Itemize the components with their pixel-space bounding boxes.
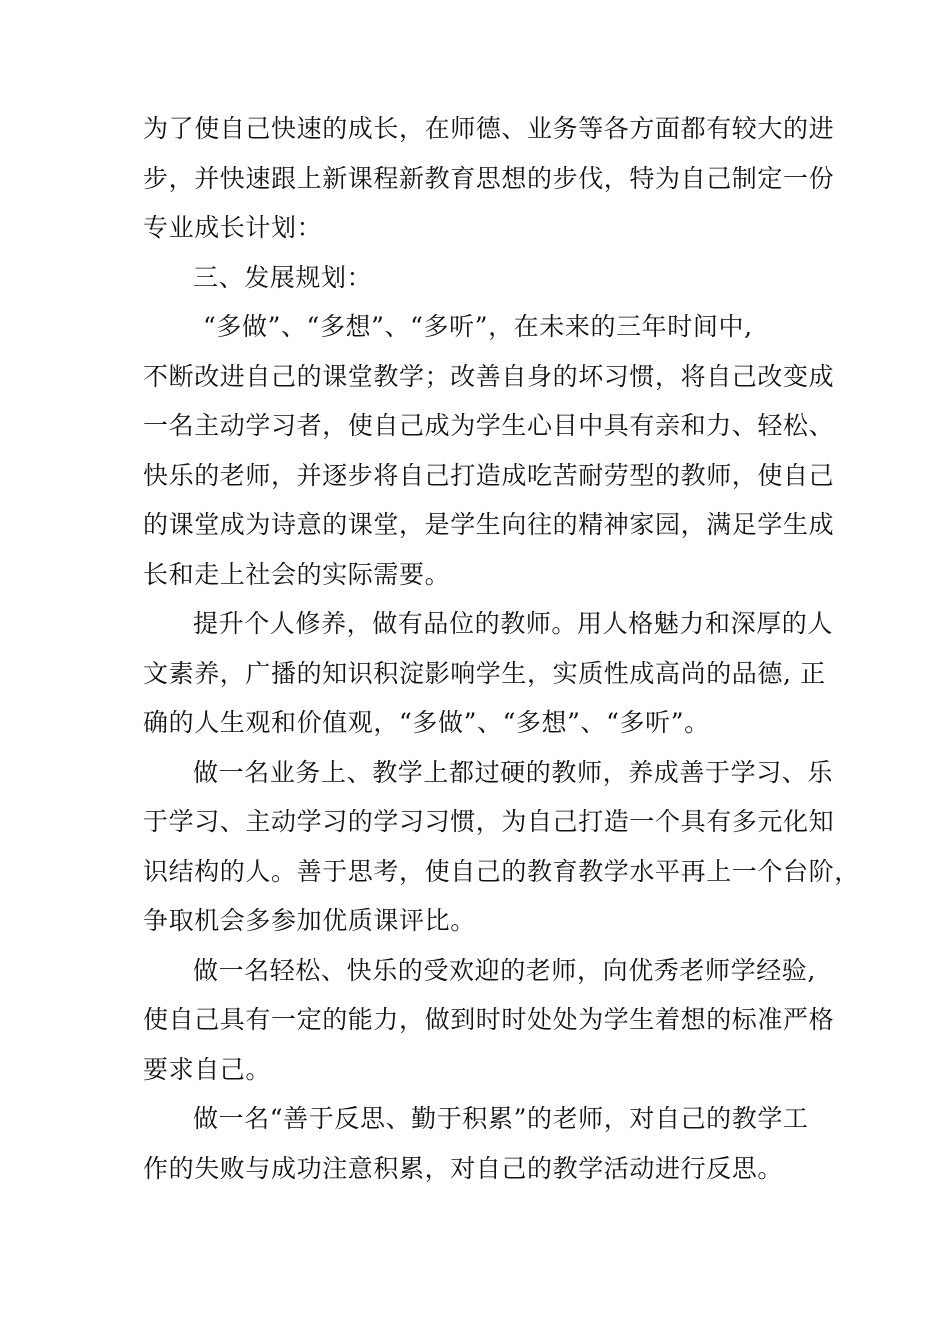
- text-line: 识结构的人。善于思考，使自己的教育教学水平再上一个台阶，: [143, 856, 860, 886]
- text-line: 做一名业务上、教学上都过硬的教师，养成善于学习、乐: [193, 757, 834, 787]
- text-line: 于学习、主动学习的学习习惯，为自己打造一个具有多元化知: [143, 807, 835, 836]
- text-line: “多做”、“多想”、“多听”，在未来的三年时间中,: [203, 312, 753, 341]
- text-line: 步，并快速跟上新课程新教育思想的步伐，特为自己制定一份: [143, 163, 835, 193]
- text-line: 争取机会多参加优质课评比。: [143, 906, 476, 935]
- text-line: 专业成长计划：: [143, 213, 323, 242]
- text-line: 做一名“善于反思、勤于积累”的老师，对自己的教学工: [193, 1104, 809, 1133]
- text-line: 不断改进自己的课堂教学；改善自身的坏习惯，将自己改变成: [143, 361, 835, 391]
- document-body: [143, 104, 860, 1193]
- text-line: 文素养，广播的知识积淀影响学生，实质性成高尚的品德, 正: [143, 658, 826, 688]
- section-heading: 三、发展规划：: [193, 262, 373, 292]
- text-line: 长和走上社会的实际需要。: [143, 559, 451, 589]
- text-line: 做一名轻松、快乐的受欢迎的老师，向优秀老师学经验,: [193, 955, 816, 985]
- text-line: 确的人生观和价值观，“多做”、“多想”、“多听”。: [143, 708, 710, 737]
- text-line: 一名主动学习者，使自己成为学生心目中具有亲和力、轻松、: [143, 411, 835, 440]
- text-line: 使自己具有一定的能力，做到时时处处为学生着想的标准严格: [143, 1005, 835, 1034]
- text-line: 要求自己。: [143, 1054, 272, 1084]
- text-line: 为了使自己快速的成长，在师德、业务等各方面都有较大的进: [143, 114, 835, 143]
- text-line: 作的失败与成功注意积累，对自己的教学活动进行反思。: [143, 1153, 784, 1183]
- text-line: 快乐的老师，并逐步将自己打造成吃苦耐劳型的教师，使自己: [143, 460, 835, 490]
- text-line: 提升个人修养，做有品位的教师。用人格魅力和深厚的人: [193, 609, 834, 638]
- text-line: 的课堂成为诗意的课堂，是学生向往的精神家园，满足学生成: [143, 510, 835, 539]
